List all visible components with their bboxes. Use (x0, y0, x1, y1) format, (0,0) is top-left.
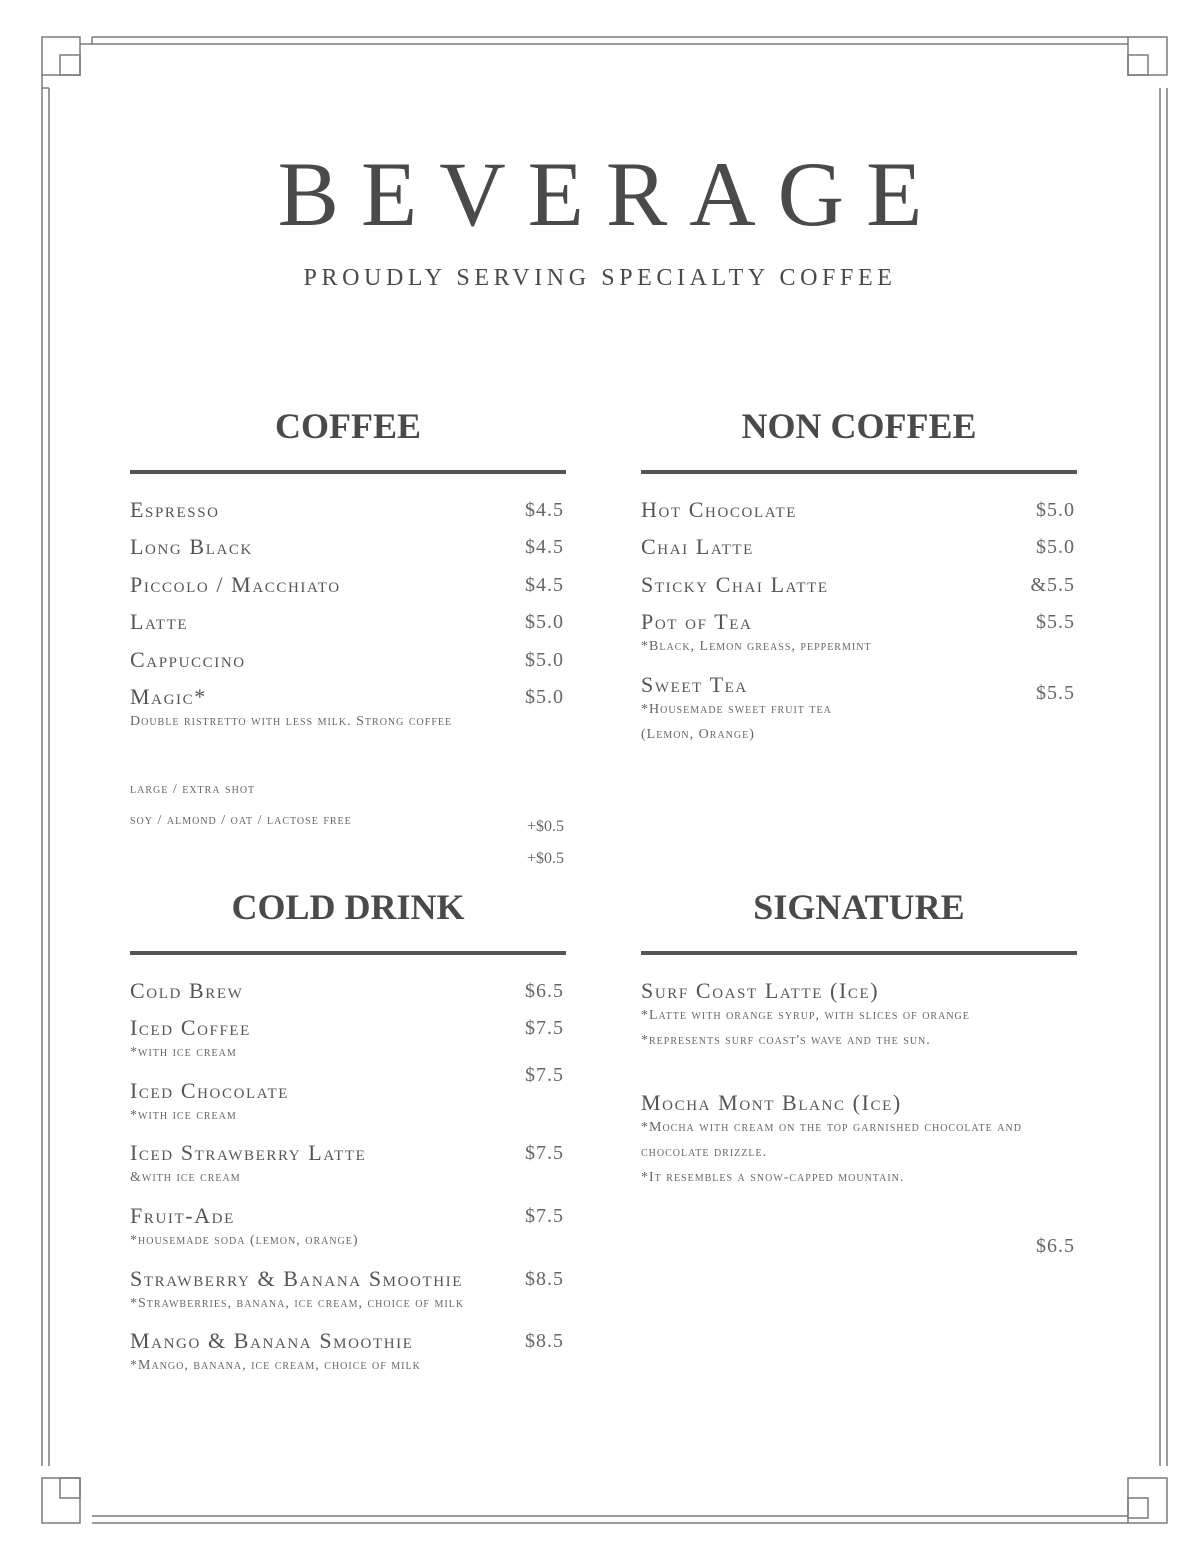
item-price: $5.0 (525, 611, 564, 633)
section-heading: SIGNATURE (753, 887, 965, 927)
item-price: $4.5 (525, 574, 564, 596)
item-note: *Latte with orange syrup, with slices of orange (641, 1008, 970, 1023)
item-name: Piccolo / Macchiato (130, 572, 341, 597)
item-name: Mocha Mont Blanc (Ice) (641, 1090, 902, 1115)
extras-line: soy / almond / oat / lactose free (130, 813, 352, 828)
item-note: *housemade soda (lemon, orange) (130, 1233, 359, 1248)
item-name: Sticky Chai Latte (641, 572, 829, 597)
item-price: $5.0 (525, 686, 564, 708)
item-price: $5.5 (1036, 682, 1075, 704)
item-name: Strawberry & Banana Smoothie (130, 1266, 464, 1291)
coffee-section (130, 406, 566, 867)
non-coffee-section (641, 406, 1077, 742)
item-name: Iced Strawberry Latte (130, 1140, 367, 1165)
menu-subtitle: PROUDLY SERVING SPECIALTY COFFEE (303, 265, 897, 291)
item-note: *Housemade sweet fruit tea (641, 702, 832, 717)
item-note: chocolate drizzle. (641, 1145, 768, 1160)
item-name: Latte (130, 609, 189, 634)
item-name: Chai Latte (641, 534, 754, 559)
menu-item (130, 648, 566, 672)
menu-item (130, 1204, 566, 1253)
item-name: Cappuccino (130, 647, 246, 672)
item-note: &with ice cream (130, 1170, 241, 1185)
item-price: $6.5 (525, 980, 564, 1002)
menu-item (641, 535, 1077, 559)
item-name: Pot of Tea (641, 609, 753, 634)
item-note: *It resembles a snow-capped mountain. (641, 1170, 905, 1185)
menu-item (130, 610, 566, 634)
item-price: $4.5 (525, 536, 564, 558)
item-note: *Mocha with cream on the top garnished chocolate and (641, 1120, 1022, 1135)
item-note: *represents surf coast's wave and the sun. (641, 1033, 931, 1048)
item-price: $8.5 (525, 1330, 564, 1352)
item-note: *Black, Lemon greass, peppermint (641, 639, 872, 654)
menu-item (641, 498, 1077, 522)
item-note: (Lemon, Orange) (641, 727, 755, 742)
item-name: Iced Chocolate (130, 1078, 290, 1103)
section-divider (130, 951, 566, 955)
item-name: Magic* (130, 684, 207, 709)
item-price: $7.5 (525, 1017, 564, 1039)
menu-item (130, 1016, 566, 1065)
section-heading: COLD DRINK (231, 887, 465, 927)
item-name: Espresso (130, 497, 220, 522)
item-price: $7.5 (525, 1142, 564, 1164)
menu-item (130, 535, 566, 559)
section-divider (130, 470, 566, 474)
item-name: Cold Brew (130, 978, 244, 1003)
menu-item (130, 1329, 566, 1378)
menu-title: BEVERAGE (277, 143, 945, 245)
section-heading: COFFEE (274, 406, 421, 446)
item-price: &5.5 (1030, 574, 1075, 596)
section-heading: NON COFFEE (741, 406, 977, 446)
item-price: $4.5 (525, 499, 564, 521)
menu-item (130, 573, 566, 597)
extras-price: +$0.5 (526, 850, 564, 867)
item-note: *Mango, banana, ice cream, choice of milk (130, 1358, 421, 1373)
menu-item (641, 610, 1077, 659)
menu-item (130, 685, 566, 734)
item-price: $5.0 (525, 649, 564, 671)
menu-item (130, 1064, 566, 1128)
item-name: Long Black (130, 534, 253, 559)
item-name: Sweet Tea (641, 672, 748, 697)
item-name: Mango & Banana Smoothie (130, 1328, 414, 1353)
item-price: $7.5 (525, 1064, 564, 1086)
menu-item (641, 1091, 1077, 1190)
extras-price: +$0.5 (526, 818, 564, 835)
signature-section (641, 887, 1077, 1257)
menu-item (641, 573, 1077, 597)
menu-item (130, 498, 566, 522)
item-note: *Strawberries, banana, ice cream, choice of milk (130, 1296, 465, 1311)
menu-item (641, 979, 1077, 1053)
item-price: $5.0 (1036, 499, 1075, 521)
item-name: Iced Coffee (130, 1015, 251, 1040)
menu-item (130, 1267, 566, 1316)
item-note: Double ristretto with less milk. Strong coffee (130, 714, 453, 729)
section-divider (641, 951, 1077, 955)
item-name: Hot Chocolate (641, 497, 798, 522)
item-price: $8.5 (525, 1268, 564, 1290)
menu-item (130, 979, 566, 1003)
item-price: $5.0 (1036, 536, 1075, 558)
menu-item (641, 673, 1077, 747)
item-price: $7.5 (525, 1205, 564, 1227)
extras-line: large / extra shot (130, 782, 256, 797)
signature-price: $6.5 (1036, 1235, 1075, 1257)
item-price: $5.5 (1036, 611, 1075, 633)
section-divider (641, 470, 1077, 474)
item-note: *with ice cream (130, 1108, 237, 1123)
item-name: Fruit-Ade (130, 1203, 235, 1228)
cold-drink-section (130, 887, 566, 1373)
item-note: *with ice cream (130, 1045, 237, 1060)
menu-item (130, 1141, 566, 1190)
item-name: Surf Coast Latte (Ice) (641, 978, 880, 1003)
